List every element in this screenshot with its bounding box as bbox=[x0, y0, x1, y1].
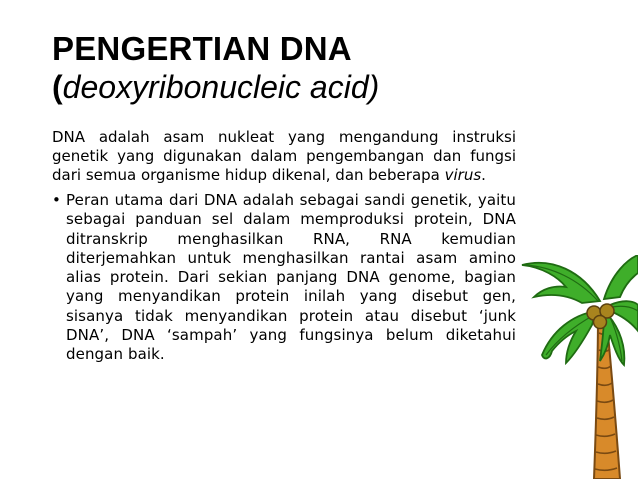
leaf-upper-right bbox=[604, 255, 638, 299]
coconut-3 bbox=[594, 316, 607, 329]
title-open-paren: ( bbox=[52, 69, 63, 105]
intro-period: . bbox=[481, 166, 486, 184]
slide-title bbox=[52, 30, 492, 106]
bullet-item bbox=[52, 191, 516, 365]
slide-body bbox=[52, 128, 516, 365]
palm-leaves bbox=[522, 255, 638, 365]
palm-tree-icon bbox=[512, 255, 638, 479]
title-scientific-name: deoxyribonucleic acid) bbox=[62, 69, 380, 105]
bullet-icon: • bbox=[52, 191, 61, 209]
intro-paragraph bbox=[52, 128, 516, 185]
title-subtitle bbox=[52, 68, 492, 106]
intro-text: DNA adalah asam nukleat yang mengandung instruksi genetik yang digunakan dalam pengembangan dan fungsi dari semua organisme hidup dikenal, dan beberapa bbox=[52, 128, 516, 184]
bullet-text: Peran utama dari DNA adalah sebagai sandi genetik, yaitu sebagai panduan sel dalam memproduksi protein, DNA ditranskrip menghasilkan RNA, RNA kemudian diterjemahkan untuk menghasilkan rantai asam amino alias protein. Dari sekian panjang DNA genome, bagian yang menyandikan protein inilah yang disebut gen, sisanya tidak menyandikan protein atau disebut ‘junk DNA’, DNA ‘sampah’ yang fungsinya belum diketahui dengan baik. bbox=[66, 191, 516, 364]
title-main: PENGERTIAN DNA bbox=[52, 30, 352, 67]
intro-italic-word: virus bbox=[444, 166, 482, 184]
leaf-upper-left bbox=[522, 263, 600, 303]
